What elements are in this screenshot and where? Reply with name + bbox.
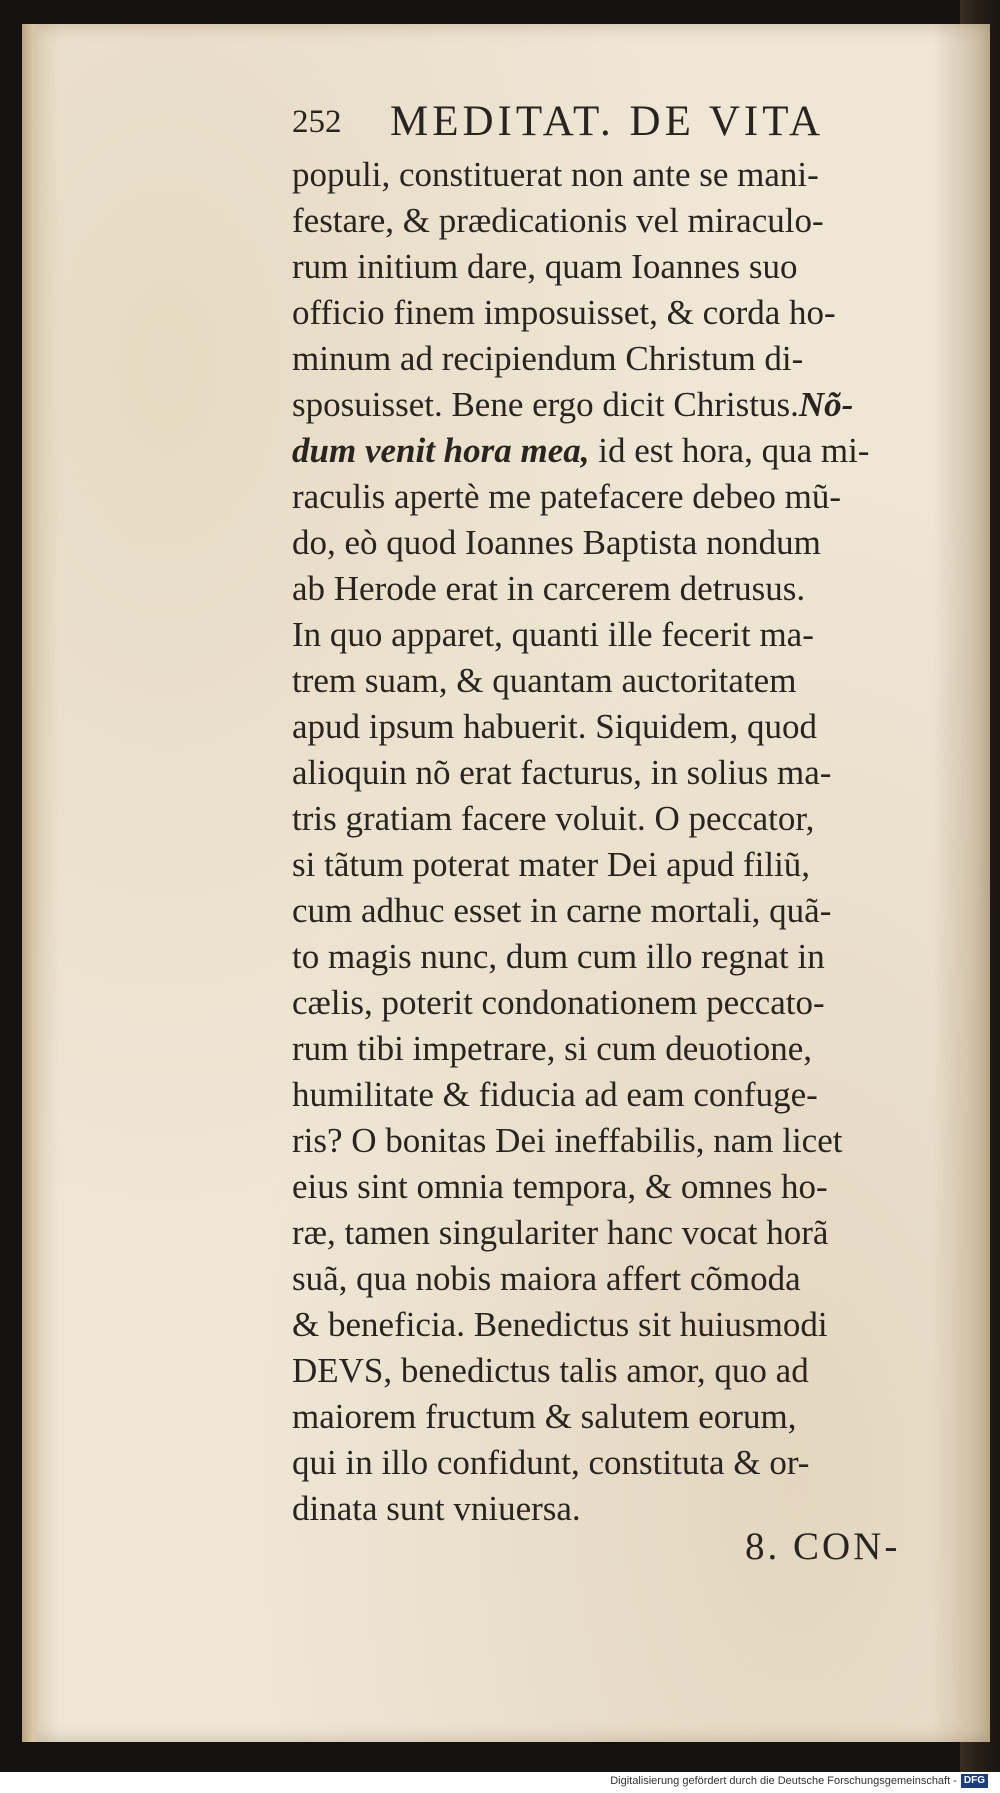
text-line: eius sint omnia tempora, & omnes ho- [292, 1167, 828, 1206]
page-number: 252 [292, 104, 342, 140]
text-line: & beneficia. Benedictus sit huiusmodi [292, 1305, 828, 1344]
italic-quote-start: Nõ- [798, 385, 854, 424]
text-line: rum initium dare, quam Ioannes suo [292, 247, 798, 286]
text-line: maiorem fructum & salutem eorum, [292, 1397, 797, 1436]
text-line: ab Herode erat in carcerem detrusus. [292, 569, 806, 608]
text-line: to magis nunc, dum cum illo regnat in [292, 937, 825, 976]
footer-bar [0, 1772, 1000, 1793]
running-head-title: MEDITAT. DE VITA [390, 98, 825, 145]
footer-credit [610, 1774, 988, 1788]
text-line: cum adhuc esset in carne mortali, quã- [292, 891, 832, 930]
dfg-logo[interactable]: DFG [961, 1774, 988, 1788]
text-line-start: sposuisset. Bene ergo dicit Christus. [292, 385, 799, 424]
text-line: cælis, poterit condonationem peccato- [292, 983, 825, 1022]
text-line: si tãtum poterat mater Dei apud filiũ, [292, 845, 811, 884]
page-left-edge [22, 24, 40, 1742]
text-line: officio finem imposuisset, & corda ho- [292, 293, 836, 332]
text-line: rum tibi impetrare, si cum deuotione, [292, 1029, 813, 1068]
italic-quote: dum venit hora mea, [292, 431, 590, 470]
text-line: In quo apparet, quanti ille fecerit ma- [292, 615, 814, 654]
body-text [292, 152, 942, 1532]
text-line: apud ipsum habuerit. Siquidem, quod [292, 707, 817, 746]
text-line: tris gratiam facere voluit. O peccator, [292, 799, 815, 838]
text-line-with-italic [292, 382, 942, 428]
text-line-rest: id est hora, qua mi- [589, 431, 870, 470]
text-line: alioquin nõ erat facturus, in solius ma- [292, 753, 832, 792]
text-line: minum ad recipiendum Christum di- [292, 339, 804, 378]
text-line: festare, & prædicationis vel miraculo- [292, 201, 824, 240]
text-line: humilitate & fiducia ad eam confuge- [292, 1075, 818, 1114]
text-block [292, 92, 942, 1532]
catchword: 8. CON- [745, 1525, 901, 1568]
text-line: DEVS, benedictus talis amor, quo ad [292, 1351, 809, 1390]
text-line: suã, qua nobis maiora affert cõmoda [292, 1259, 801, 1298]
text-line: ræ, tamen singulariter hanc vocat horã [292, 1213, 829, 1252]
text-line: raculis apertè me patefacere debeo mũ- [292, 477, 841, 516]
footer-credit-text: Digitalisierung gefördert durch die Deutsche Forschungsgemeinschaft - [610, 1774, 957, 1787]
text-line: do, eò quod Ioannes Baptista nondum [292, 523, 821, 562]
text-line: ris? O bonitas Dei ineffabilis, nam licet [292, 1121, 843, 1160]
text-line: dinata sunt vniuersa. [292, 1489, 581, 1528]
text-line: trem suam, & quantam auctoritatem [292, 661, 797, 700]
text-line: qui in illo confidunt, constituta & or- [292, 1443, 810, 1482]
text-line-with-italic [292, 428, 942, 474]
running-head [292, 92, 942, 152]
text-line: populi, constituerat non ante se mani- [292, 155, 819, 194]
